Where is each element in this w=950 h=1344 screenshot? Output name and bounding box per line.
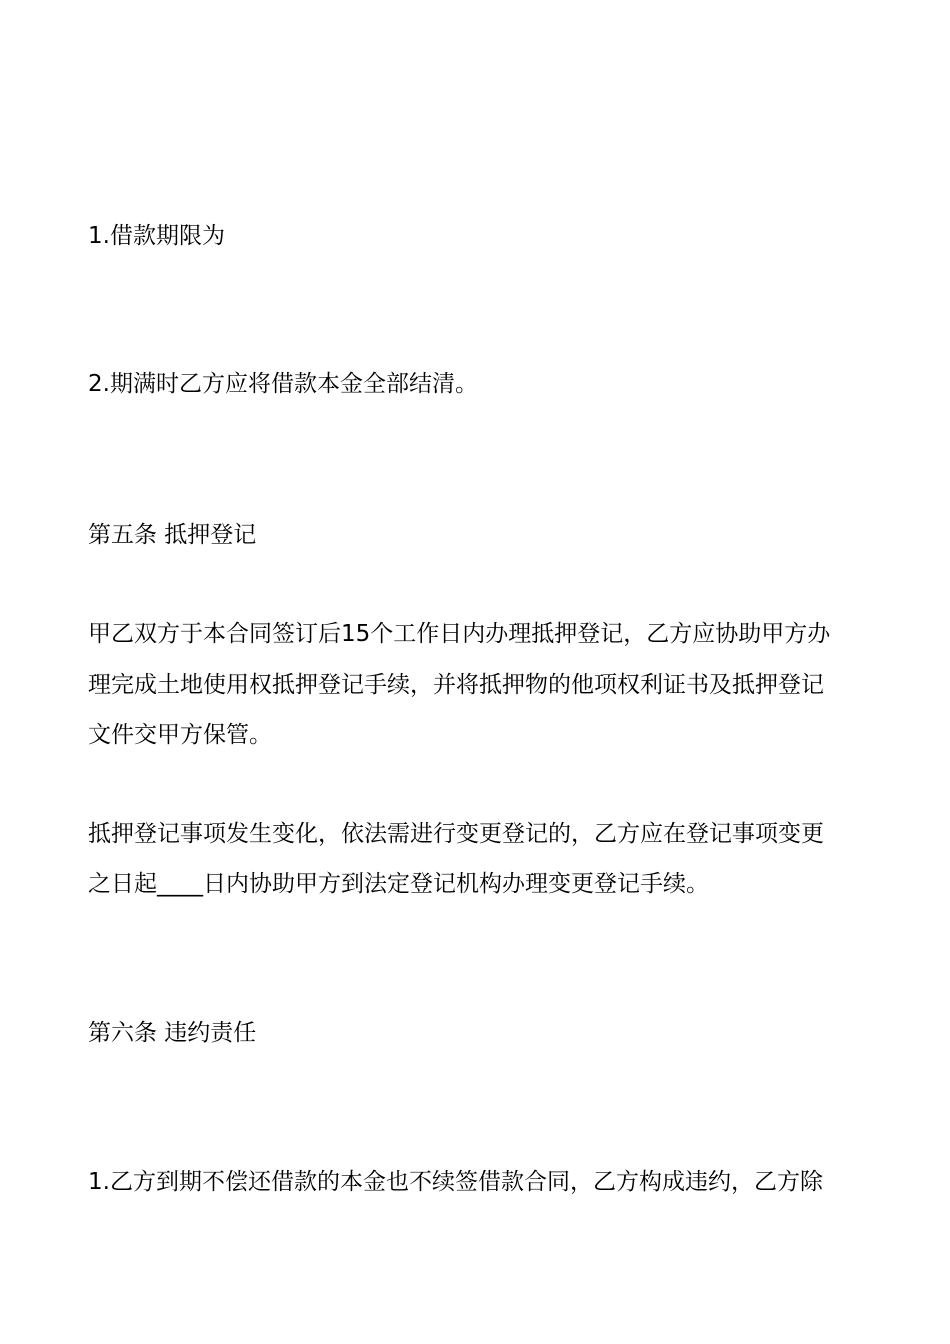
registration-paragraph-line-1: 甲乙双方于本合同签订后15个工作日内办理抵押登记，乙方应协助甲方办 — [88, 621, 831, 647]
article-6-heading: 第六条 违约责任 — [88, 1020, 257, 1046]
article-5-heading: 第五条 抵押登记 — [88, 522, 257, 548]
change-paragraph-line-2: 之日起____日内协助甲方到法定登记机构办理变更登记手续。 — [88, 871, 709, 897]
breach-clause-line-1: 1.乙方到期不偿还借款的本金也不续签借款合同，乙方构成违约，乙方除 — [88, 1169, 823, 1195]
registration-paragraph-line-2: 理完成土地使用权抵押登记手续，并将抵押物的他项权利证书及抵押登记 — [88, 672, 824, 698]
loan-term-line: 1.借款期限为 — [88, 223, 225, 249]
principal-settlement-line: 2.期满时乙方应将借款本金全部结清。 — [88, 371, 478, 397]
registration-paragraph-line-3: 文件交甲方保管。 — [88, 722, 272, 748]
change-paragraph-line-1: 抵押登记事项发生变化，依法需进行变更登记的，乙方应在登记事项变更 — [88, 821, 824, 847]
